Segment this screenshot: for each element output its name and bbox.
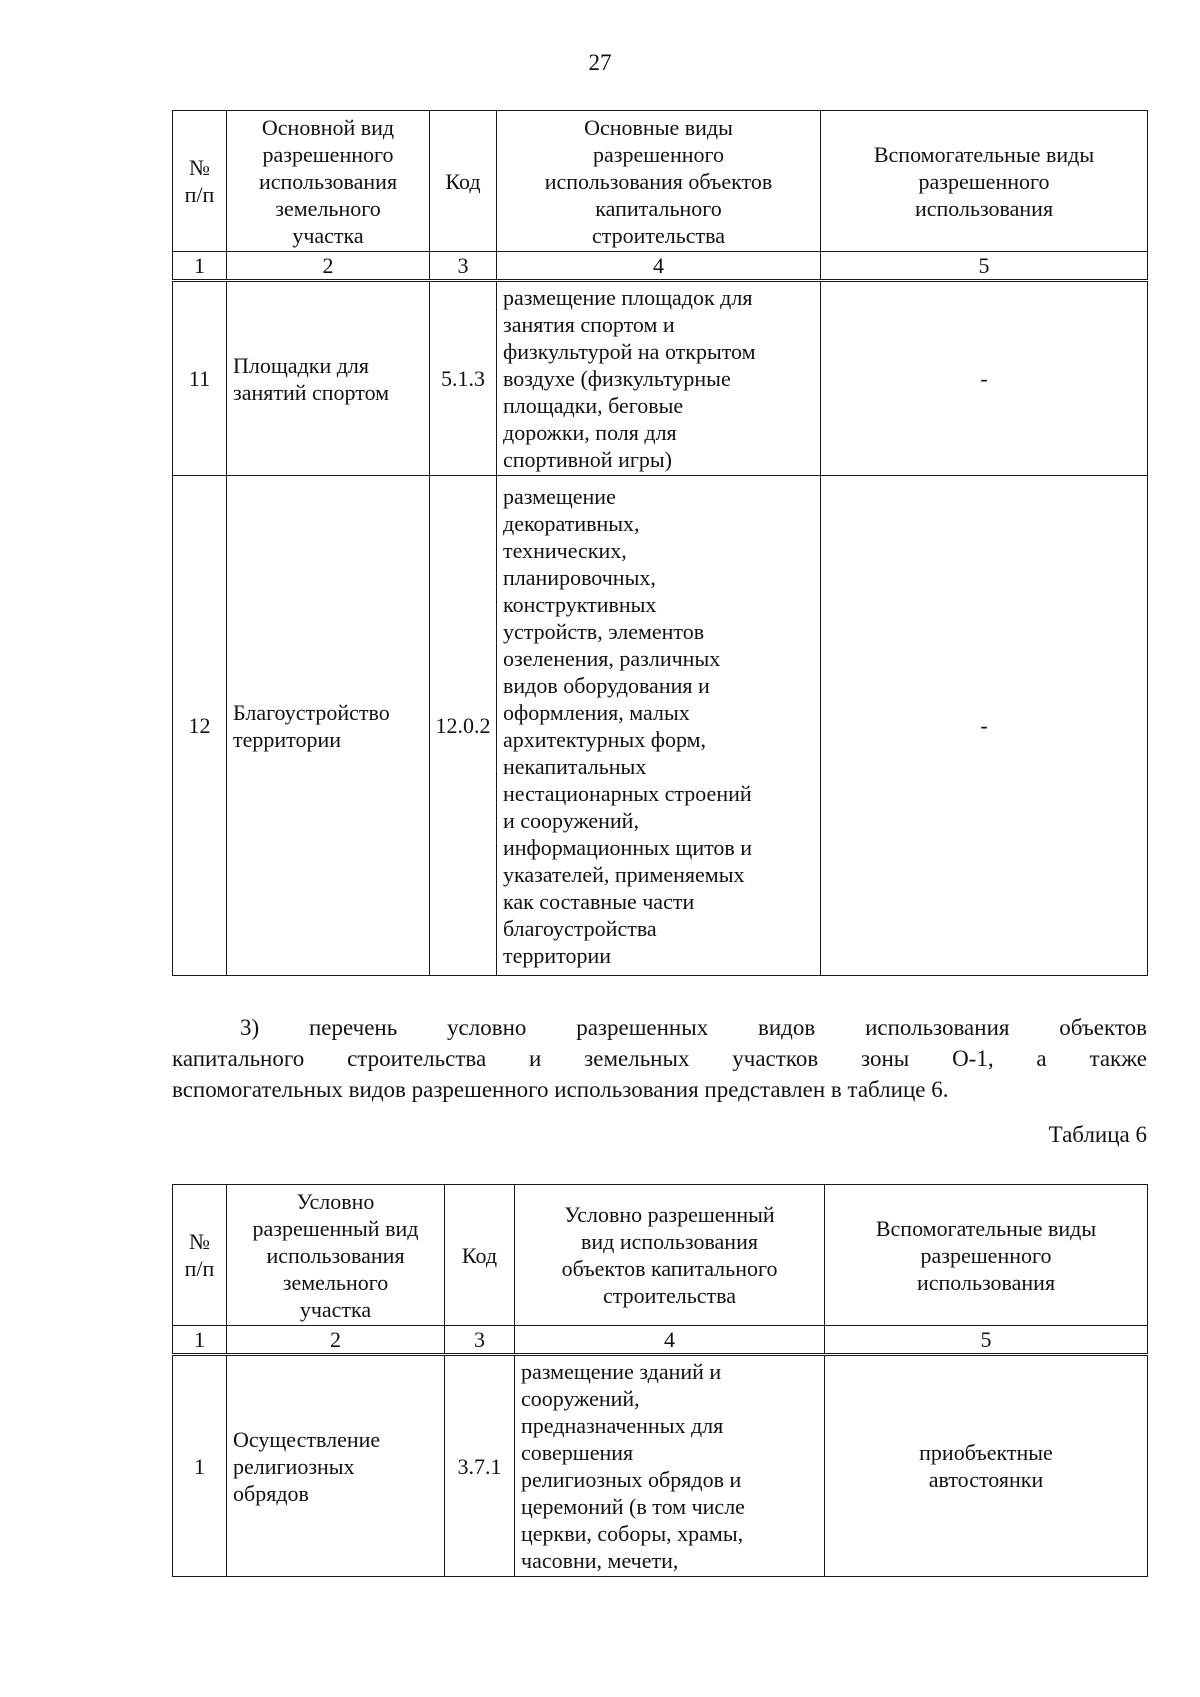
column-number: 3	[430, 252, 497, 281]
column-number: 1	[173, 1326, 227, 1355]
header-conditional-land-use: Условно разрешенный вид использования земельного участка	[227, 1185, 445, 1326]
row-num: 12	[173, 476, 227, 976]
table-header-row	[173, 1185, 1148, 1326]
header-code: Код	[430, 111, 497, 252]
row-code: 3.7.1	[445, 1355, 515, 1577]
column-number: 4	[497, 252, 821, 281]
row-capital-use: размещение зданий и сооружений, предназначенных для совершения религиозных обрядов и церемоний (в том числе церкви, соборы, храмы, часовни, мечети,	[515, 1355, 825, 1577]
header-auxiliary-use: Вспомогательные виды разрешенного использования	[821, 111, 1148, 252]
column-number: 2	[227, 1326, 445, 1355]
table-row	[173, 281, 1148, 476]
row-land-use: Благоустройство территории	[227, 476, 430, 976]
body-paragraph	[172, 1012, 1147, 1105]
row-auxiliary-use: приобъектные автостоянки	[825, 1355, 1148, 1577]
header-main-land-use: Основной вид разрешенного использования земельного участка	[227, 111, 430, 252]
table-5	[172, 110, 1148, 976]
row-auxiliary-use: -	[821, 281, 1148, 476]
row-land-use: Осуществление религиозных обрядов	[227, 1355, 445, 1577]
column-number: 5	[821, 252, 1148, 281]
paragraph-line: 3) перечень условно разрешенных видов использования объектов	[240, 1015, 1147, 1040]
column-number: 2	[227, 252, 430, 281]
paragraph-line: капитального строительства и земельных участков зоны О-1, а также	[172, 1046, 1147, 1071]
column-number: 4	[515, 1326, 825, 1355]
column-number-row	[173, 252, 1148, 281]
column-number: 3	[445, 1326, 515, 1355]
row-capital-use: размещение декоративных, технических, планировочных, конструктивных устройств, элементов озеленения, различных видов оборудования и оформления, малых архитектурных форм, некапитальных нестационарных строений и сооружений, информационных щитов и указателей, применяемых как составные части благоустройства территории	[497, 476, 821, 976]
header-conditional-capital-use: Условно разрешенный вид использования объектов капитального строительства	[515, 1185, 825, 1326]
row-code: 5.1.3	[430, 281, 497, 476]
row-num: 11	[173, 281, 227, 476]
column-number-row	[173, 1326, 1148, 1355]
row-auxiliary-use: -	[821, 476, 1148, 976]
header-num: № п/п	[173, 1185, 227, 1326]
table-caption: Таблица 6	[1048, 1122, 1147, 1147]
table-row	[173, 1355, 1148, 1577]
page-number: 27	[588, 50, 612, 75]
header-auxiliary-use: Вспомогательные виды разрешенного использования	[825, 1185, 1148, 1326]
column-number: 5	[825, 1326, 1148, 1355]
paragraph-line: вспомогательных видов разрешенного использования представлен в таблице 6.	[172, 1077, 949, 1102]
header-num: № п/п	[173, 111, 227, 252]
table-6	[172, 1184, 1148, 1577]
table-row	[173, 476, 1148, 976]
column-number: 1	[173, 252, 227, 281]
row-code: 12.0.2	[430, 476, 497, 976]
table-header-row	[173, 111, 1148, 252]
header-main-capital-use: Основные виды разрешенного использования объектов капитального строительства	[497, 111, 821, 252]
header-code: Код	[445, 1185, 515, 1326]
row-land-use: Площадки для занятий спортом	[227, 281, 430, 476]
row-num: 1	[173, 1355, 227, 1577]
row-capital-use: размещение площадок для занятия спортом и физкультурой на открытом воздухе (физкультурные площадки, беговые дорожки, поля для спортивной игры)	[497, 281, 821, 476]
